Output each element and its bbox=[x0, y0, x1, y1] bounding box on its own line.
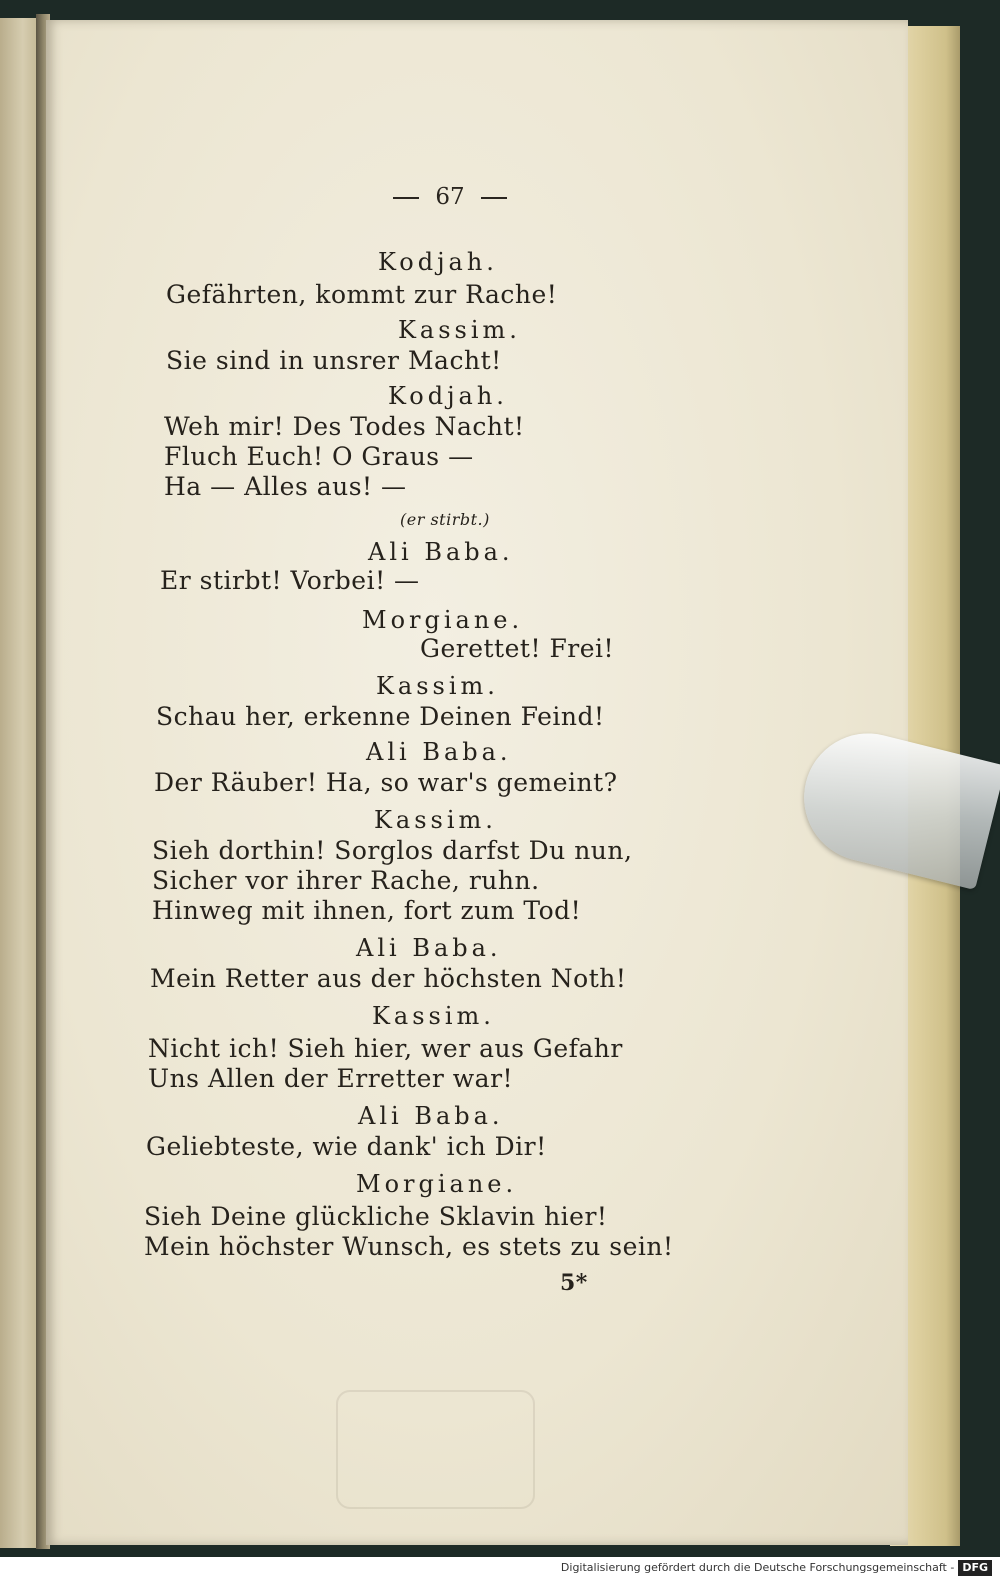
verse-line: Er stirbt! Vorbei! — bbox=[160, 566, 420, 595]
header-dash-right bbox=[481, 197, 507, 199]
speaker-name: Ali Baba. bbox=[366, 738, 512, 766]
verse-line: Mein höchster Wunsch, es stets zu sein! bbox=[144, 1232, 674, 1261]
verse-line: Gefährten, kommt zur Rache! bbox=[166, 280, 558, 309]
speaker-name: Kodjah. bbox=[388, 382, 508, 410]
speaker-name: Kassim. bbox=[374, 806, 497, 834]
speaker-name: Morgiane. bbox=[362, 606, 524, 634]
verse-line: Gerettet! Frei! bbox=[420, 634, 615, 663]
header-dash-left bbox=[393, 197, 419, 199]
verse-line: Sieh Deine glückliche Sklavin hier! bbox=[144, 1202, 608, 1231]
page-number: 67 bbox=[435, 184, 465, 210]
verse-line: Weh mir! Des Todes Nacht! bbox=[164, 412, 525, 441]
speaker-name: Kodjah. bbox=[378, 248, 498, 276]
verse-line: Mein Retter aus der höchsten Noth! bbox=[150, 964, 627, 993]
dfg-logo: DFG bbox=[958, 1560, 992, 1576]
speaker-name: Ali Baba. bbox=[368, 538, 514, 566]
digitization-footer bbox=[0, 1557, 1000, 1579]
verse-line: Ha — Alles aus! — bbox=[164, 472, 407, 501]
facing-page-edge bbox=[0, 18, 38, 1548]
page-header bbox=[0, 184, 900, 210]
verse-line: Nicht ich! Sieh hier, wer aus Gefahr bbox=[148, 1034, 623, 1063]
verse-line: Sicher vor ihrer Rache, ruhn. bbox=[152, 866, 540, 895]
speaker-name: Kassim. bbox=[376, 672, 499, 700]
verse-line: Fluch Euch! O Graus — bbox=[164, 442, 474, 471]
signature-mark: 5* bbox=[560, 1270, 588, 1296]
verse-line: Der Räuber! Ha, so war's gemeint? bbox=[154, 768, 618, 797]
speaker-name: Kassim. bbox=[398, 316, 521, 344]
verse-line: Geliebteste, wie dank' ich Dir! bbox=[146, 1132, 547, 1161]
verse-line: Sieh dorthin! Sorglos darfst Du nun, bbox=[152, 836, 633, 865]
verse-line: Schau her, erkenne Deinen Feind! bbox=[156, 702, 605, 731]
speaker-name: Ali Baba. bbox=[356, 934, 502, 962]
verse-line: Uns Allen der Erretter war! bbox=[148, 1064, 514, 1093]
faded-stamp bbox=[336, 1390, 535, 1509]
speaker-name: Ali Baba. bbox=[358, 1102, 504, 1130]
footer-credit: Digitalisierung gefördert durch die Deutsche Forschungsgemeinschaft - bbox=[560, 1561, 955, 1574]
speaker-name: Morgiane. bbox=[356, 1170, 518, 1198]
stage-direction: (er stirbt.) bbox=[400, 510, 490, 529]
verse-line: Sie sind in unsrer Macht! bbox=[166, 346, 502, 375]
speaker-name: Kassim. bbox=[372, 1002, 495, 1030]
verse-line: Hinweg mit ihnen, fort zum Tod! bbox=[152, 896, 582, 925]
